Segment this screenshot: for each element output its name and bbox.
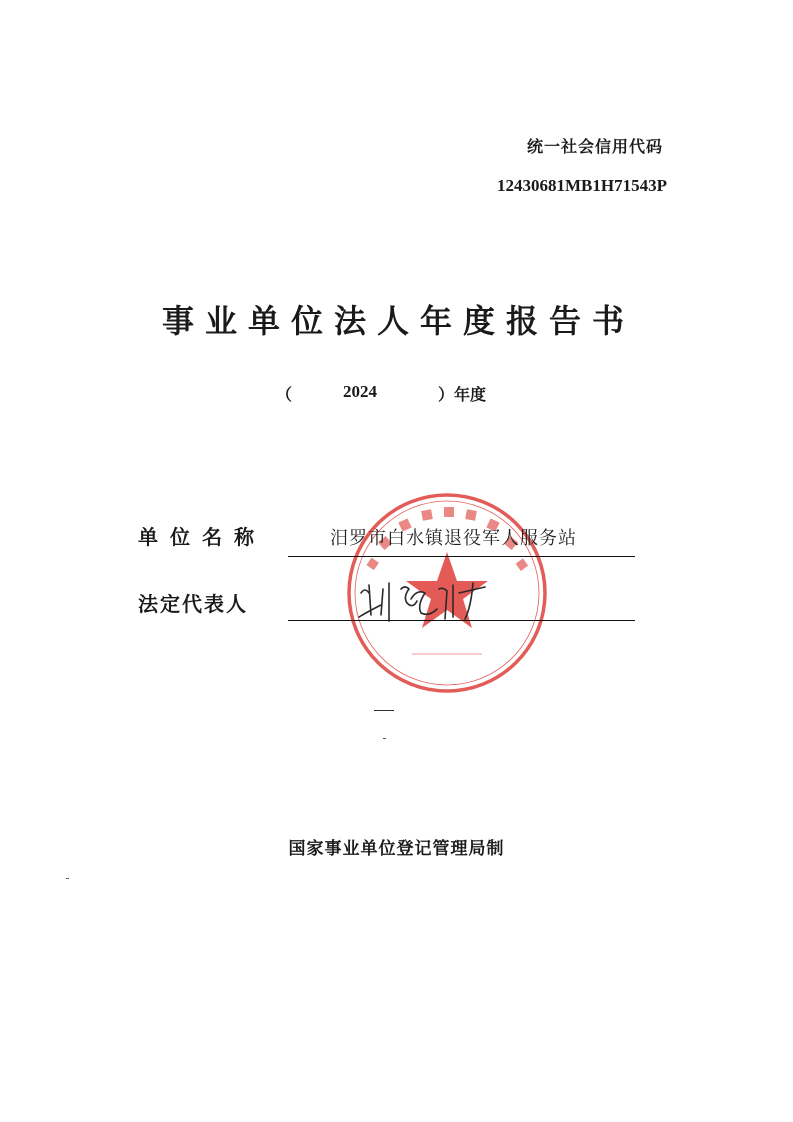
report-year: 2024 bbox=[343, 382, 377, 401]
unit-name-value: 汨罗市白水镇退役军人服务站 bbox=[330, 528, 577, 549]
credit-code-label: 统一社会信用代码 bbox=[526, 137, 663, 156]
legal-representative-underline bbox=[288, 620, 635, 621]
dot-mark bbox=[383, 738, 386, 739]
credit-code-value: 12430681MB1H71543P bbox=[497, 176, 667, 195]
year-suffix: ）年度 bbox=[438, 385, 487, 404]
legal-representative-label: 法定代表人 bbox=[138, 592, 248, 616]
report-year-line bbox=[0, 382, 793, 406]
document-title: 事业单位法人年度报告书 bbox=[161, 302, 635, 340]
unit-name-underline bbox=[288, 556, 635, 557]
handwritten-signature-icon bbox=[355, 575, 495, 625]
margin-mark bbox=[66, 878, 69, 879]
dash-mark bbox=[374, 710, 394, 711]
unit-name-label: 单位名称 bbox=[138, 525, 266, 549]
issuing-authority: 国家事业单位登记管理局制 bbox=[288, 839, 505, 859]
year-open-paren: （ bbox=[276, 385, 293, 404]
